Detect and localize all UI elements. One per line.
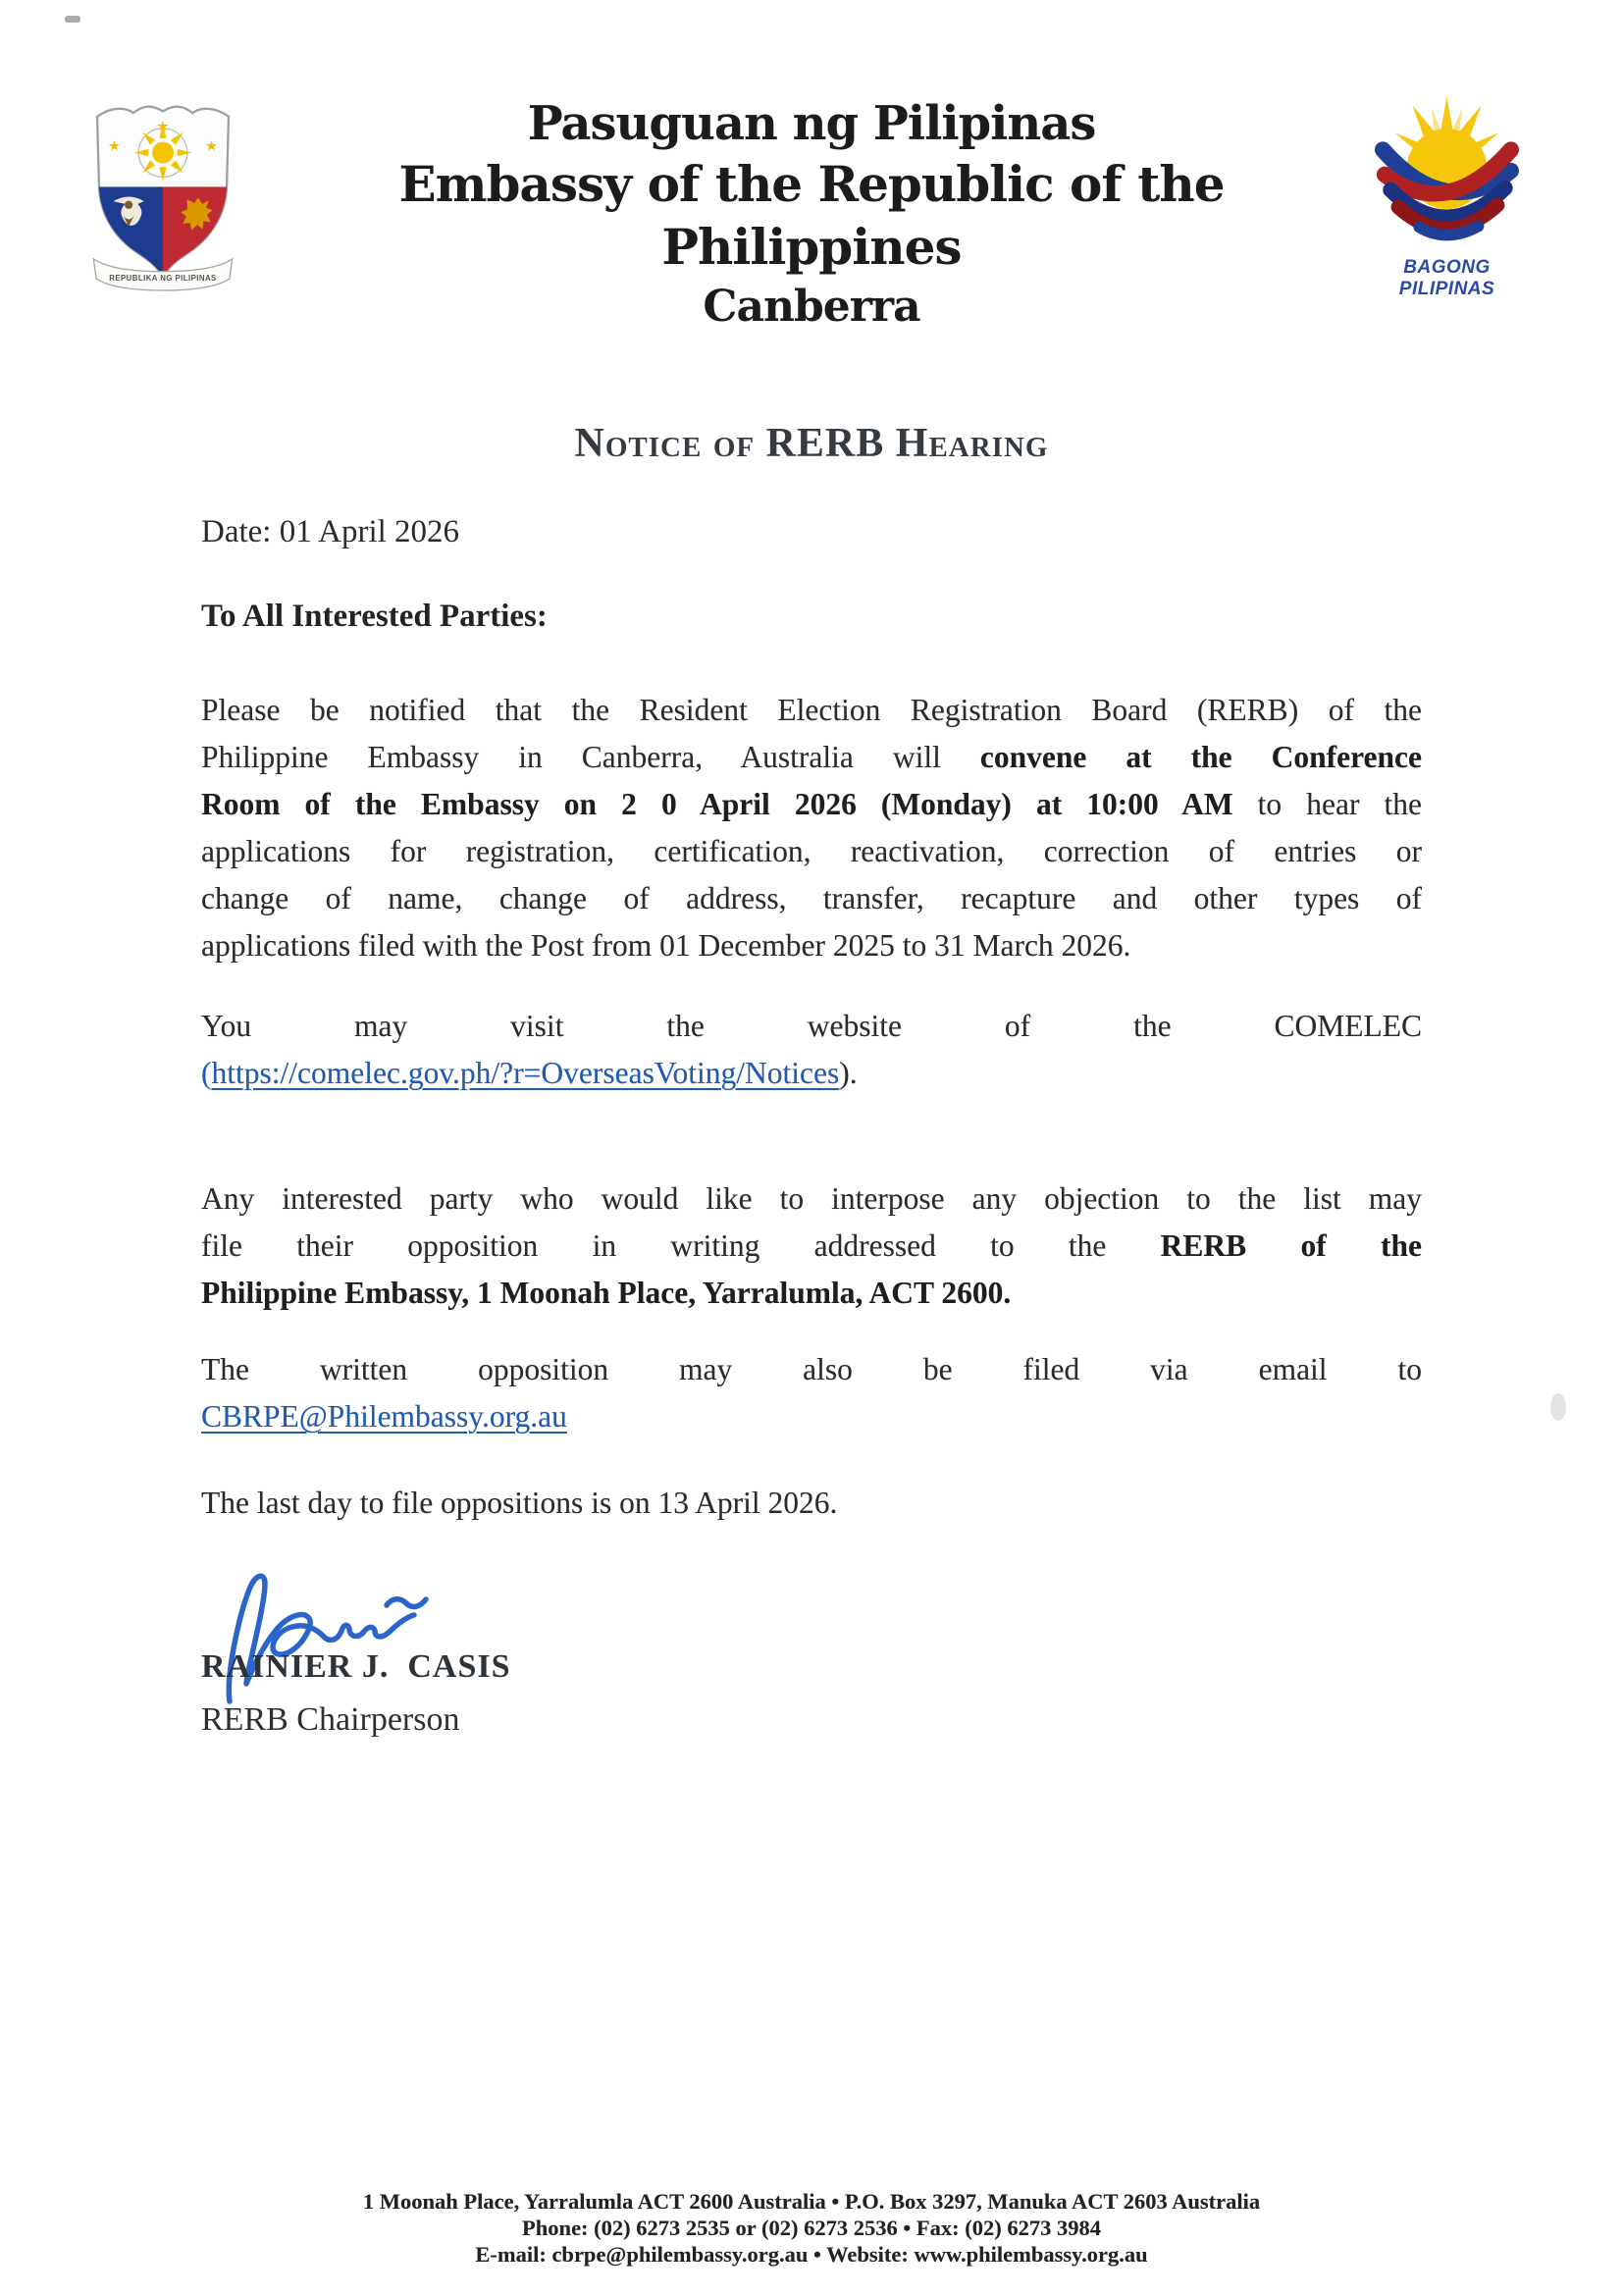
text-run: to hear the (1232, 787, 1422, 821)
bagong-pilipinas-logo (1356, 90, 1538, 300)
signatory-role: RERB Chairperson (201, 1701, 460, 1738)
text-run: Please be notified that the Resident Election Registration Board (RERB) of the (201, 693, 1422, 727)
bagong-pilipinas-icon (1356, 90, 1538, 255)
text-line (201, 1223, 1422, 1270)
text-run: The written opposition may also be filed via email to (201, 1352, 1422, 1386)
scan-smudge (1550, 1393, 1566, 1421)
svg-text:★: ★ (156, 119, 170, 135)
text-run: applications for registration, certification, reactivation, correction of entries or (201, 834, 1422, 868)
footer-email-website: E-mail: cbrpe@philembassy.org.au • Website: www.philembassy.org.au (475, 2242, 1148, 2267)
text-run: change of name, change of address, transfer, recapture and other types of (201, 881, 1422, 915)
text-line (201, 781, 1422, 828)
text-run: Philippine Embassy, 1 Moonah Place, Yarralumla, ACT 2600. (201, 1276, 1012, 1310)
text-line (201, 1346, 1422, 1393)
text-line (201, 687, 1422, 734)
text-line (201, 734, 1422, 781)
text-run: You may visit the website of the COMELEC (201, 1009, 1422, 1043)
text-line (201, 1003, 1422, 1050)
footer-address: 1 Moonah Place, Yarralumla ACT 2600 Australia • P.O. Box 3297, Manuka ACT 2603 Australia (362, 2189, 1261, 2214)
text-run: ). (839, 1056, 858, 1090)
text-line (201, 922, 1422, 969)
bagong-pilipinas-caption: BAGONG PILIPINAS (1398, 257, 1495, 299)
footer-phone-fax: Phone: (02) 6273 2535 or (02) 6273 2536 • Fax: (02) 6273 3984 (522, 2216, 1101, 2240)
letterhead-line3: Canberra (703, 282, 920, 332)
text-run: convene at the Conference (979, 740, 1422, 774)
text-line (201, 1175, 1422, 1223)
text-line (201, 1270, 1422, 1317)
text-run: file their opposition in writing addressed to the (201, 1228, 1161, 1263)
text-line (201, 1050, 1422, 1097)
comelec-notices-link[interactable]: https://comelec.gov.ph/?r=OverseasVoting/Notices (211, 1056, 840, 1090)
paragraph-comelec-website (201, 1003, 1422, 1097)
text-run: RERB of the (1160, 1228, 1422, 1263)
text-run: The last day to file oppositions is on 13 April 2026. (201, 1486, 838, 1520)
text-line (201, 875, 1422, 922)
paragraph-opposition-address (201, 1175, 1422, 1317)
signature-scribble (214, 1566, 449, 1711)
letterhead-text (294, 94, 1329, 336)
text-line (201, 1480, 1422, 1527)
salutation: To All Interested Parties: (201, 599, 548, 634)
svg-text:★: ★ (204, 138, 219, 155)
paragraph-deadline (201, 1480, 1422, 1527)
paragraph-opposition-email (201, 1346, 1422, 1440)
text-line (201, 1393, 1422, 1440)
letterhead-line2: Embassy of the Republic of the Philippines (398, 155, 1225, 276)
paragraph-hearing-notice (201, 687, 1422, 969)
seal-scroll-text: REPUBLIKA NG PILIPINAS (109, 273, 217, 283)
text-run: ( (201, 1056, 212, 1090)
letterhead-line1: Pasuguan ng Pilipinas (527, 96, 1096, 151)
scan-corner-mark (65, 16, 80, 23)
svg-text:★: ★ (107, 138, 122, 155)
text-run: Room of the Embassy on 2 0 April 2026 (Monday) at 10:00 AM (201, 787, 1233, 821)
text-run: Philippine Embassy in Canberra, Australia will (201, 740, 980, 774)
text-line (201, 828, 1422, 875)
letter-footer (0, 2188, 1623, 2268)
date-line: Date: 01 April 2026 (201, 514, 460, 549)
signatory-name: RAINIER J. CASIS (201, 1648, 511, 1685)
text-run: applications filed with the Post from 01 December 2025 to 31 March 2026. (201, 928, 1131, 963)
document-title: Notice of RERB Hearing (574, 421, 1049, 466)
philippine-coat-of-arms-icon (86, 96, 239, 298)
opposition-email-link[interactable]: CBRPE@Philembassy.org.au (201, 1399, 567, 1434)
text-run: Any interested party who would like to interpose any objection to the list may (201, 1181, 1422, 1216)
